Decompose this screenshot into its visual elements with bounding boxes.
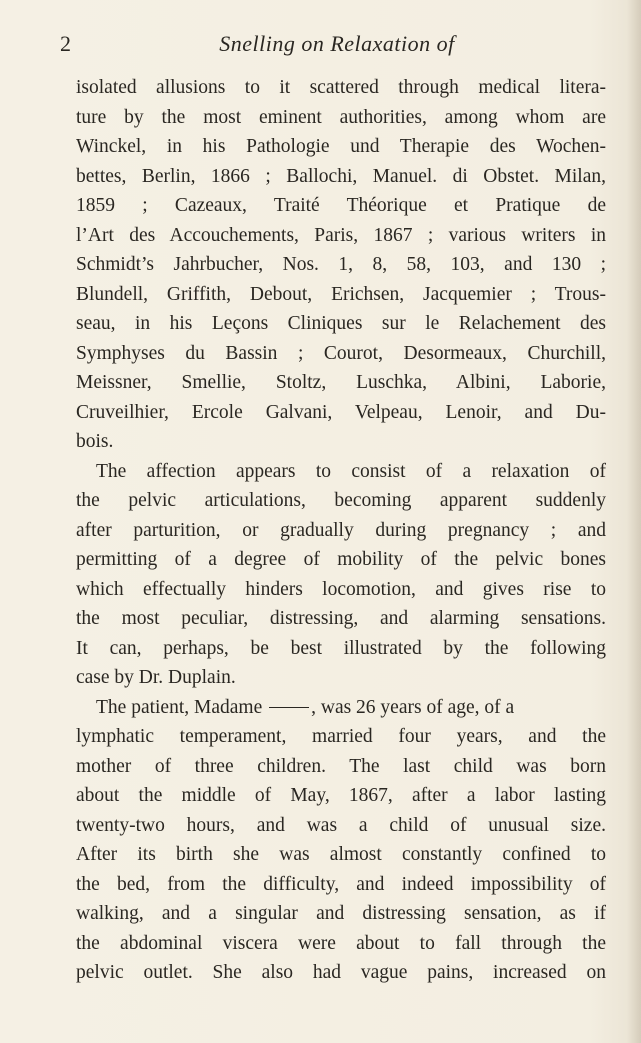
text-line: lymphatic temperament, married four years, and the: [76, 726, 606, 747]
text-line: 1859 ; Cazeaux, Traité Théorique et Pratique de: [76, 195, 606, 216]
text-line: Blundell, Griffith, Debout, Erichsen, Jacquemier ; Trous-: [76, 283, 606, 305]
text-line: After its birth she was almost constantly confined to: [76, 844, 606, 865]
text-line: permitting of a degree of mobility of the pelvic bones: [76, 549, 606, 570]
text-line-with-dash: [76, 693, 606, 723]
text-line: l’Art des Accouchements, Paris, 1867 ; various writers in: [76, 224, 606, 246]
text-line: bois.: [76, 431, 114, 452]
text-line: bettes, Berlin, 1866 ; Ballochi, Manuel. di Obstet. Milan,: [76, 165, 606, 187]
page-number: 2: [60, 31, 71, 56]
paragraph-2: [76, 457, 606, 693]
text-line: the most peculiar, distressing, and alarming sensations.: [76, 608, 606, 629]
paragraph-1: [76, 73, 606, 457]
text-line: ture by the most eminent authorities, among whom are: [76, 106, 606, 128]
text-line: mother of three children. The last child was born: [76, 755, 606, 777]
text-line: isolated allusions to it scattered through medical litera-: [76, 77, 606, 98]
page-edge-shadow: [627, 0, 641, 1043]
text-line: the pelvic articulations, becoming apparent suddenly: [76, 490, 606, 511]
text-line: Schmidt’s Jahrbucher, Nos. 1, 8, 58, 103, and 130 ;: [76, 254, 606, 275]
body-text: [76, 73, 606, 988]
text-segment: , was 26 years of age, of a: [311, 696, 515, 718]
text-line: the bed, from the difficulty, and indeed impossibility of: [76, 873, 606, 895]
text-segment: The patient, Madame: [96, 696, 263, 718]
text-line: The affection appears to consist of a relaxation of: [96, 460, 606, 482]
text-line: case by Dr. Duplain.: [76, 667, 236, 688]
text-line: after parturition, or gradually during pregnancy ; and: [76, 519, 606, 541]
text-line: pelvic outlet. She also had vague pains, increased on: [76, 962, 606, 983]
text-line: Winckel, in his Pathologie und Therapie des Wochen-: [76, 136, 606, 157]
text-line: It can, perhaps, be best illustrated by the following: [76, 637, 606, 659]
text-line: Symphyses du Bassin ; Courot, Desormeaux, Churchill,: [76, 342, 606, 364]
text-line: the abdominal viscera were about to fall through the: [76, 932, 606, 954]
text-line: Cruveilhier, Ercole Galvani, Velpeau, Lenoir, and Du-: [76, 401, 606, 423]
text-line: twenty-two hours, and was a child of unusual size.: [76, 814, 606, 836]
page-header: [60, 30, 614, 66]
text-line: seau, in his Leçons Cliniques sur le Relachement des: [76, 313, 606, 334]
text-line: walking, and a singular and distressing sensation, as if: [76, 903, 606, 924]
paragraph-3: [76, 693, 606, 988]
running-title: Snelling on Relaxation of: [219, 31, 455, 56]
em-dash-rule: [269, 707, 309, 708]
text-line: Meissner, Smellie, Stoltz, Luschka, Albini, Laborie,: [76, 372, 606, 393]
text-line: about the middle of May, 1867, after a labor lasting: [76, 785, 606, 806]
text-line: which effectually hinders locomotion, and gives rise to: [76, 578, 606, 600]
